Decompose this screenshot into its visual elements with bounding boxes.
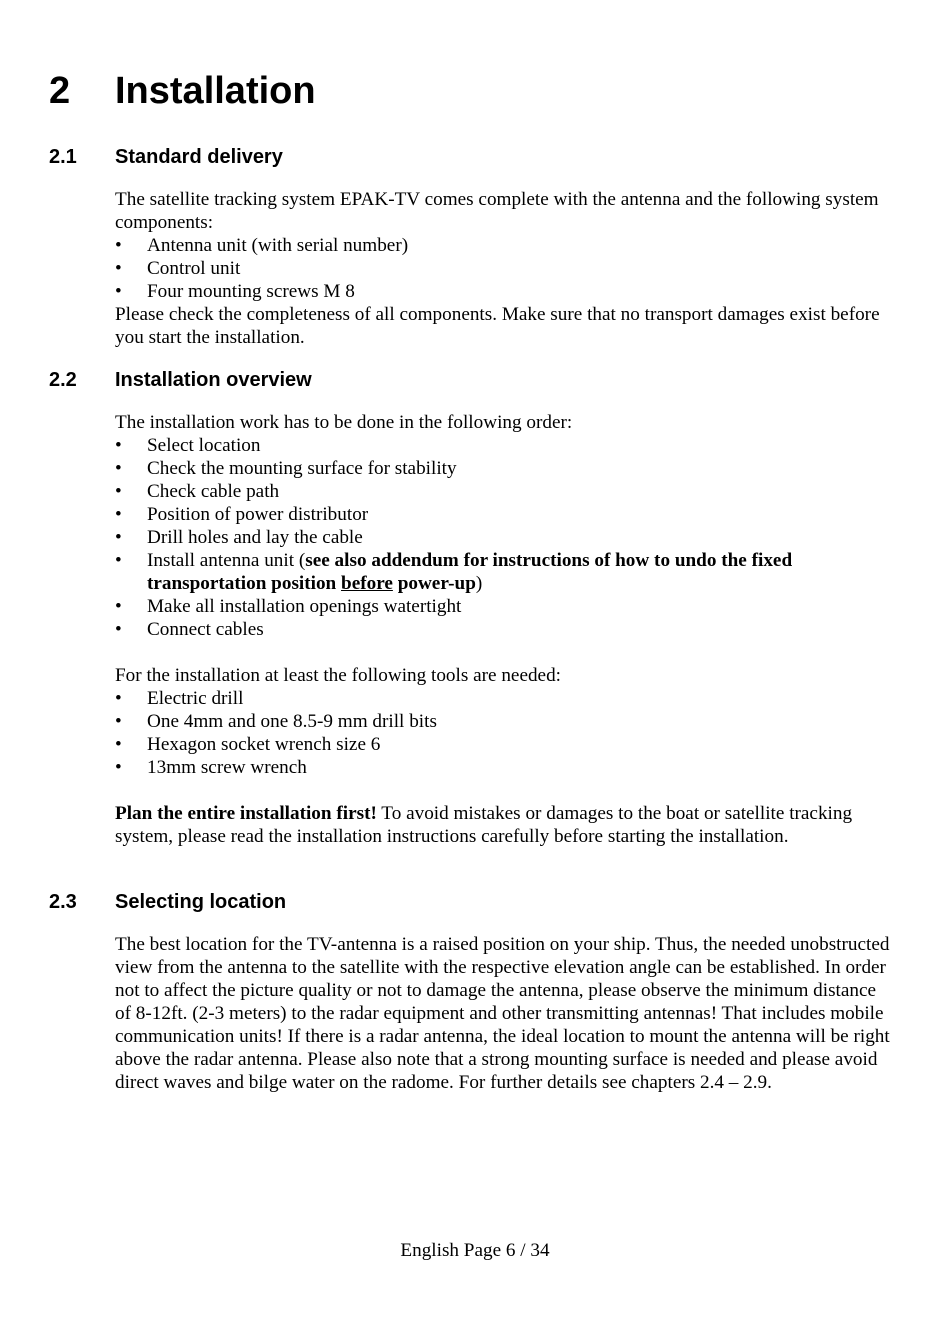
list-item: • Hexagon socket wrench size 6 <box>115 733 895 756</box>
list-item: • One 4mm and one 8.5-9 mm drill bits <box>115 710 895 733</box>
section-body-installation-overview <box>115 411 895 848</box>
tools-list <box>115 687 895 779</box>
plan-text: To avoid mistakes or damages to the boat or satellite tracking system, please read the installation instructions carefully before starting the installation. <box>115 803 853 847</box>
list-item: • 13mm screw wrench <box>115 756 895 779</box>
list-item-install-antenna <box>115 549 895 595</box>
paragraph: The best location for the TV-antenna is a raised position on your ship. Thus, the needed unobstructed view from the antenna to the satellite with the respective elevation angle can be established. In order not to affect the picture quality or not to damage the antenna, please observe the minimum distance of 8-12ft. (2-3 meters) to the radar equipment and other transmitting antennas! That includes mobile communication units! If there is a radar antenna, the ideal location to mount the antenna will be right above the radar antenna. Please also note that a strong mounting surface is needed and please avoid direct waves and bilge water on the radome. For further details see chapters 2.4 – 2.9. <box>115 934 890 1093</box>
paragraph: Please check the completeness of all components. Make sure that no transport damages exist before you start the installation. <box>115 304 880 348</box>
section-number: 2.3 <box>49 891 77 913</box>
list-item: • Check cable path <box>115 480 895 503</box>
list-item: • Position of power distributor <box>115 503 895 526</box>
section-number: 2.1 <box>49 146 77 168</box>
install-note-bold-end: power-up <box>392 573 476 594</box>
list-item: • Drill holes and lay the cable <box>115 526 895 549</box>
list-item: • Make all installation openings watertight <box>115 595 895 618</box>
section-heading-standard-delivery <box>49 144 283 170</box>
paragraph: The satellite tracking system EPAK-TV comes complete with the antenna and the following system components: <box>115 189 879 233</box>
paragraph-plan <box>115 802 895 848</box>
list-item: • Check the mounting surface for stability <box>115 457 895 480</box>
install-note-bold: see also addendum for instructions of how to undo the fixed transportation position <box>147 550 793 594</box>
list-item: • Control unit <box>115 257 895 280</box>
section-title: Installation overview <box>115 369 312 391</box>
section-title: Standard delivery <box>115 146 283 168</box>
install-note-underlined: before <box>341 573 393 594</box>
section-body-selecting-location <box>115 933 895 1094</box>
install-prefix: Install antenna unit ( <box>147 550 306 571</box>
install-suffix: ) <box>475 573 483 594</box>
bullet-list <box>115 434 895 641</box>
list-item: • Antenna unit (with serial number) <box>115 234 895 257</box>
section-number: 2.2 <box>49 369 77 391</box>
chapter-title: Installation <box>115 70 316 112</box>
section-body-standard-delivery <box>115 188 895 349</box>
paragraph: The installation work has to be done in the following order: <box>115 412 573 433</box>
bullet-list <box>115 234 895 303</box>
paragraph-tools: For the installation at least the following tools are needed: <box>115 665 561 686</box>
page-footer: English Page 6 / 34 <box>400 1240 550 1261</box>
list-item: • Electric drill <box>115 687 895 710</box>
plan-emphasis: Plan the entire installation first! <box>115 803 377 824</box>
section-heading-installation-overview <box>49 367 312 393</box>
section-heading-selecting-location <box>49 889 286 915</box>
chapter-heading <box>49 68 316 114</box>
list-item: • Four mounting screws M 8 <box>115 280 895 303</box>
chapter-number: 2 <box>49 70 71 112</box>
list-item: • Select location <box>115 434 895 457</box>
section-title: Selecting location <box>115 891 287 913</box>
list-item: • Connect cables <box>115 618 895 641</box>
